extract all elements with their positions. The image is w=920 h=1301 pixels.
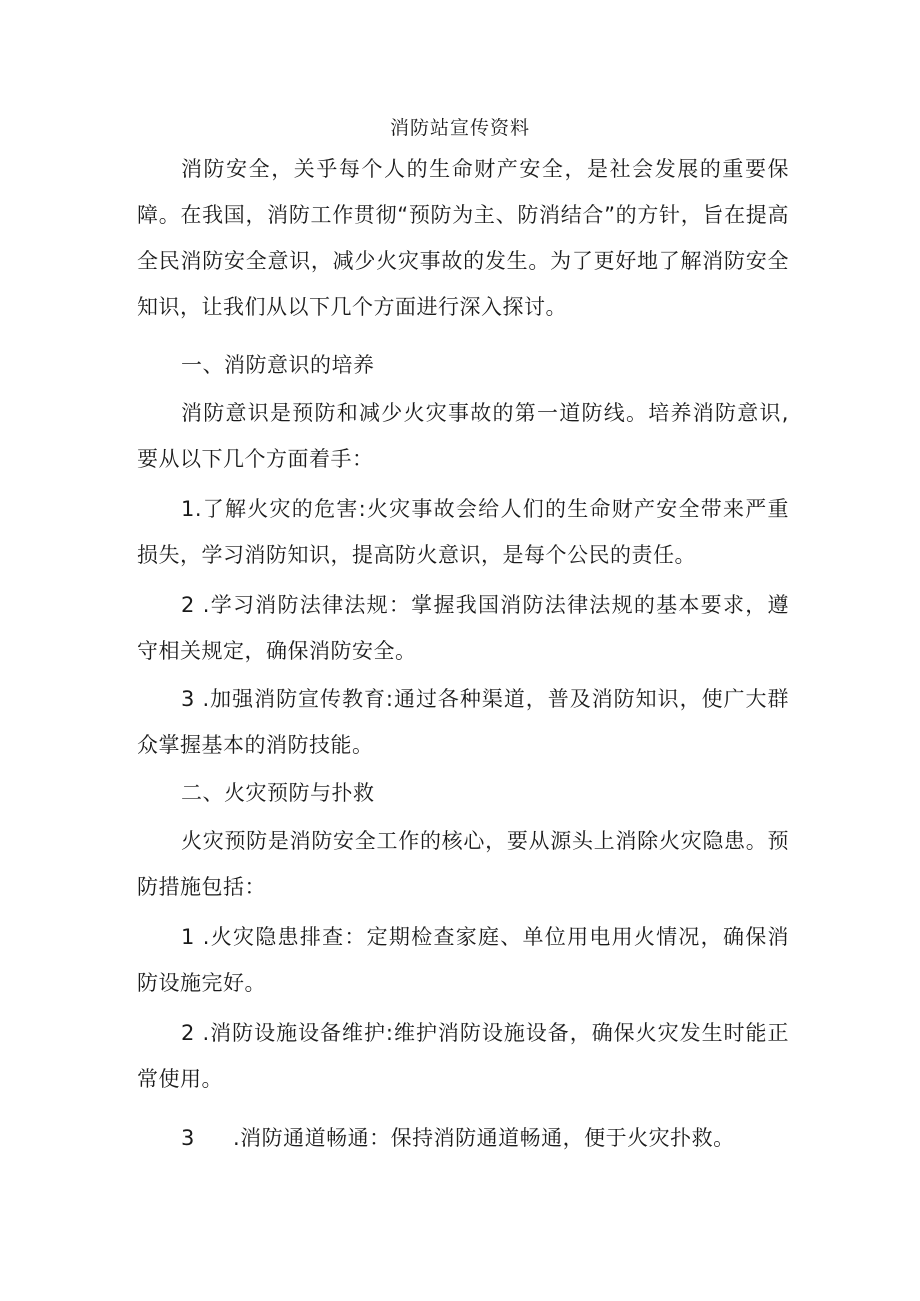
section2-intro-paragraph: 火灾预防是消防安全工作的核心，要从源头上消除火灾隐患。预防措施包括： <box>137 829 789 899</box>
document-title: 消防站宣传资料 <box>389 117 530 139</box>
intro-paragraph: 消防安全，关乎每个人的生命财产安全，是社会发展的重要保障。在我国，消防工作贯彻“预防为主、防消结合”的方针，旨在提高全民消防安全意识，减少火灾事故的发生。为了更好地了解消防安全知识，让我们从以下几个方面进行深入探讨。 <box>137 157 789 319</box>
section2-item-3 <box>181 1115 735 1161</box>
section1-item-2: 2 .学习消防法律法规：掌握我国消防法律法规的基本要求，遵守相关规定，确保消防安全。 <box>137 593 789 663</box>
section2-item-3-number: 3 <box>181 1126 195 1150</box>
section2-item-3-text: .消防通道畅通：保持消防通道畅通，便于火灾扑救。 <box>233 1126 735 1150</box>
section1-heading: 一、消防意识的培养 <box>181 353 375 377</box>
section2-item-1: 1 .火灾隐患排查：定期检查家庭、单位用电用火情况，确保消防设施完好。 <box>137 925 789 995</box>
section1-item-1: 1.了解火灾的危害:火灾事故会给人们的生命财产安全带来严重损失，学习消防知识，提高防火意识，是每个公民的责任。 <box>137 497 789 567</box>
section2-heading: 二、火灾预防与扑救 <box>181 781 375 805</box>
section1-intro-paragraph: 消防意识是预防和减少火灾事故的第一道防线。培养消防意识,要从以下几个方面着手： <box>137 401 789 471</box>
section1-item-3: 3 .加强消防宣传教育:通过各种渠道，普及消防知识，使广大群众掌握基本的消防技能。 <box>137 687 789 757</box>
section2-item-2: 2 .消防设施设备维护:维护消防设施设备，确保火灾发生时能正常使用。 <box>137 1021 789 1091</box>
